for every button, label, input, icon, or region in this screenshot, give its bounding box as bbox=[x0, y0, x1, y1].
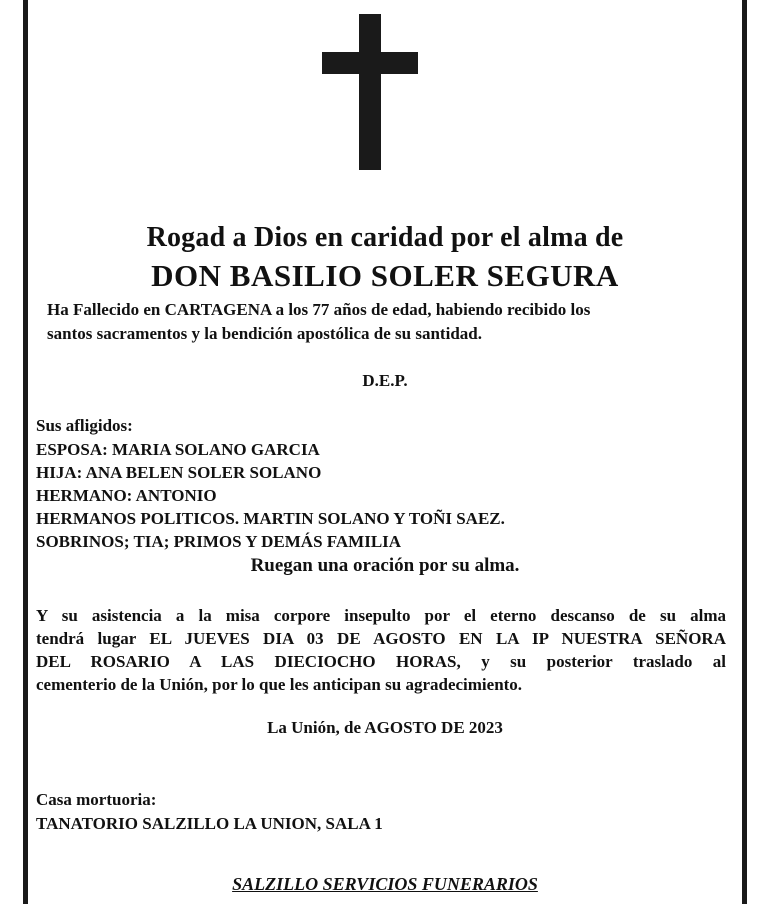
mourner-line: HERMANOS POLITICOS. MARTIN SOLANO Y TOÑI SAEZ. bbox=[36, 509, 505, 528]
prayer-request: Ruegan una oración por su alma. bbox=[250, 555, 520, 576]
place-date: La Unión, de AGOSTO DE 2023 bbox=[267, 718, 503, 737]
funeral-home-heading: Casa mortuoria: bbox=[36, 790, 157, 809]
mourner-line: ESPOSA: MARIA SOLANO GARCIA bbox=[36, 440, 320, 459]
invocation-line: Rogad a Dios en caridad por el alma de bbox=[146, 222, 624, 253]
cross-icon bbox=[322, 14, 418, 170]
funeral-services-signature: SALZILLO SERVICIOS FUNERARIOS bbox=[232, 874, 538, 894]
right-border-line bbox=[742, 0, 747, 904]
death-line-2: santos sacramentos y la bendición apostólica de su santidad. bbox=[47, 324, 482, 343]
mourner-line: SOBRINOS; TIA; PRIMOS Y DEMÁS FAMILIA bbox=[36, 532, 402, 551]
mourner-line: HERMANO: ANTONIO bbox=[36, 486, 217, 505]
mass-line-3: DEL ROSARIO A LAS DIECIOCHO HORAS, y su posterior traslado al bbox=[36, 652, 726, 671]
death-line-1: Ha Fallecido en CARTAGENA a los 77 años de edad, habiendo recibido los bbox=[47, 300, 591, 319]
dep-label: D.E.P. bbox=[362, 371, 408, 390]
cross-horizontal-bar bbox=[322, 52, 418, 74]
mourners-heading: Sus afligidos: bbox=[36, 416, 133, 435]
deceased-name: DON BASILIO SOLER SEGURA bbox=[151, 258, 619, 293]
cross-vertical-bar bbox=[359, 14, 381, 170]
left-border-line bbox=[23, 0, 28, 904]
mass-line-1: Y su asistencia a la misa corpore insepulto por el eterno descanso de su alma bbox=[36, 606, 726, 625]
funeral-home-name: TANATORIO SALZILLO LA UNION, SALA 1 bbox=[36, 814, 383, 833]
mass-line-4: cementerio de la Unión, por lo que les anticipan su agradecimiento. bbox=[36, 675, 523, 694]
mourner-line: HIJA: ANA BELEN SOLER SOLANO bbox=[36, 463, 322, 482]
mass-line-2: tendrá lugar EL JUEVES DIA 03 DE AGOSTO EN LA IP NUESTRA SEÑORA bbox=[36, 629, 726, 648]
